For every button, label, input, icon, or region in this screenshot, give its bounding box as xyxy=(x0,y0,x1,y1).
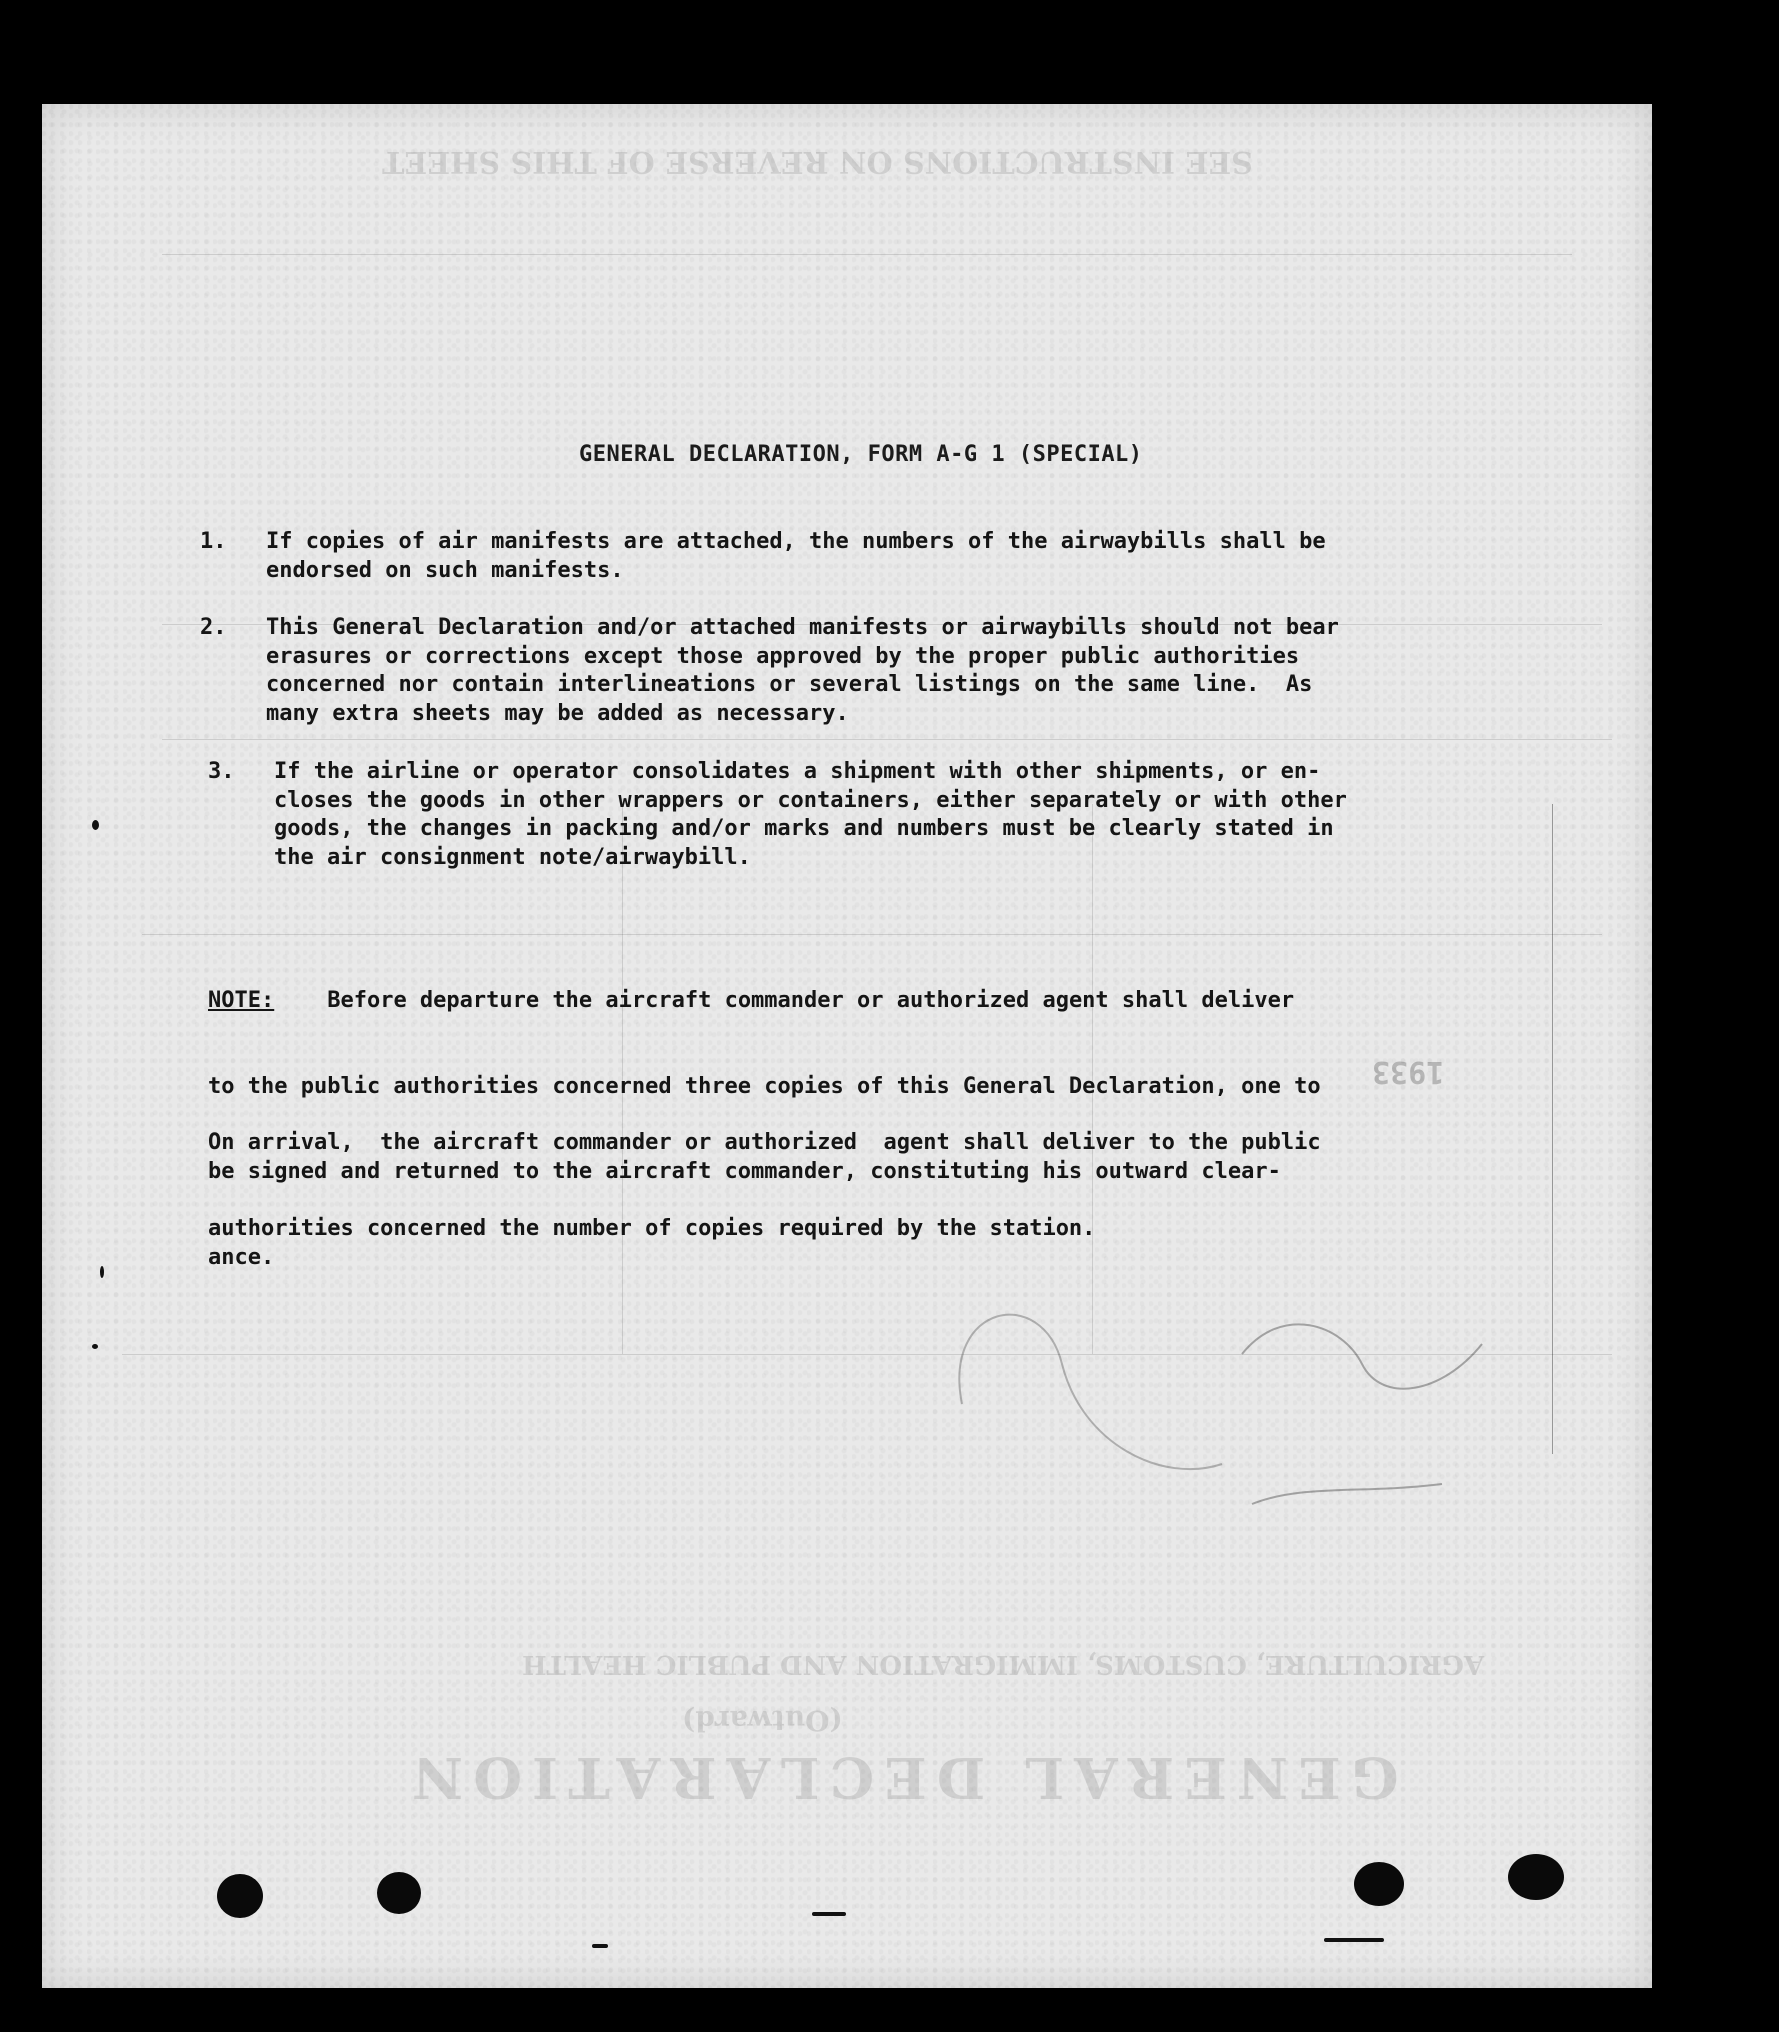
item-line: endorsed on such manifests. xyxy=(266,557,624,583)
note-line: to the public authorities concerned three copies of this General Declaration, one to xyxy=(208,1073,1321,1099)
ink-speck xyxy=(812,1912,846,1916)
item-line: the air consignment note/airwaybill. xyxy=(274,844,751,870)
document-page xyxy=(42,104,1652,1988)
bleed-through-title: GENERAL DECLARATION xyxy=(402,1744,1399,1810)
punch-hole xyxy=(377,1872,421,1914)
arrival-line: authorities concerned the number of copies required by the station. xyxy=(208,1215,1096,1241)
arrival-paragraph xyxy=(208,1072,1321,1300)
bleed-through-subheading: (Outward) xyxy=(682,1704,843,1737)
item-line: erasures or corrections except those approved by the proper public authorities xyxy=(266,643,1300,669)
bleed-through-subheading: AGRICULTURE, CUSTOMS, IMMIGRATION AND PUBLIC HEALTH xyxy=(522,1649,1485,1679)
item-line: If copies of air manifests are attached, the numbers of the airwaybills shall be xyxy=(266,529,1326,554)
note-first-line xyxy=(208,987,1321,1016)
punch-hole xyxy=(217,1874,263,1918)
punch-hole xyxy=(1354,1862,1404,1906)
item-number: 3. xyxy=(208,759,235,784)
bleed-through-heading: SEE INSTRUCTIONS ON REVERSE OF THIS SHEET xyxy=(382,144,1253,179)
bleed-line xyxy=(162,739,1612,740)
ink-speck xyxy=(1324,1938,1384,1942)
note-line: Before departure the aircraft commander or authorized agent shall deliver xyxy=(274,988,1295,1013)
punch-hole xyxy=(1508,1854,1564,1900)
item-line: If the airline or operator consolidates a shipment with other shipments, or en- xyxy=(274,759,1321,784)
ink-speck xyxy=(592,1944,608,1948)
note-label: NOTE: xyxy=(208,988,275,1013)
item-line: closes the goods in other wrappers or containers, either separately or with other xyxy=(274,787,1347,813)
document-title: GENERAL DECLARATION, FORM A-G 1 (SPECIAL) xyxy=(579,442,1143,467)
item-line: This General Declaration and/or attached manifests or airwaybills should not bear xyxy=(266,615,1339,640)
item-line: many extra sheets may be added as necessary. xyxy=(266,700,849,726)
arrival-line: On arrival, the aircraft commander or authorized agent shall deliver to the public xyxy=(208,1130,1321,1155)
item-line: goods, the changes in packing and/or marks and numbers must be clearly stated in xyxy=(274,816,1334,841)
note-line: ance. xyxy=(208,1244,275,1270)
item-line: concerned nor contain interlineations or several listings on the same line. As xyxy=(266,672,1313,697)
ink-speck xyxy=(92,1344,98,1349)
bleed-line xyxy=(1552,804,1553,1454)
item-number: 2. xyxy=(200,615,227,640)
ink-speck xyxy=(100,1266,104,1278)
ink-speck xyxy=(92,820,99,830)
bleed-line xyxy=(162,254,1572,255)
note-line: be signed and returned to the aircraft commander, constituting his outward clear- xyxy=(208,1159,1281,1184)
item-number: 1. xyxy=(200,529,227,554)
bleed-through-stamp: 1933 xyxy=(1372,1054,1445,1089)
